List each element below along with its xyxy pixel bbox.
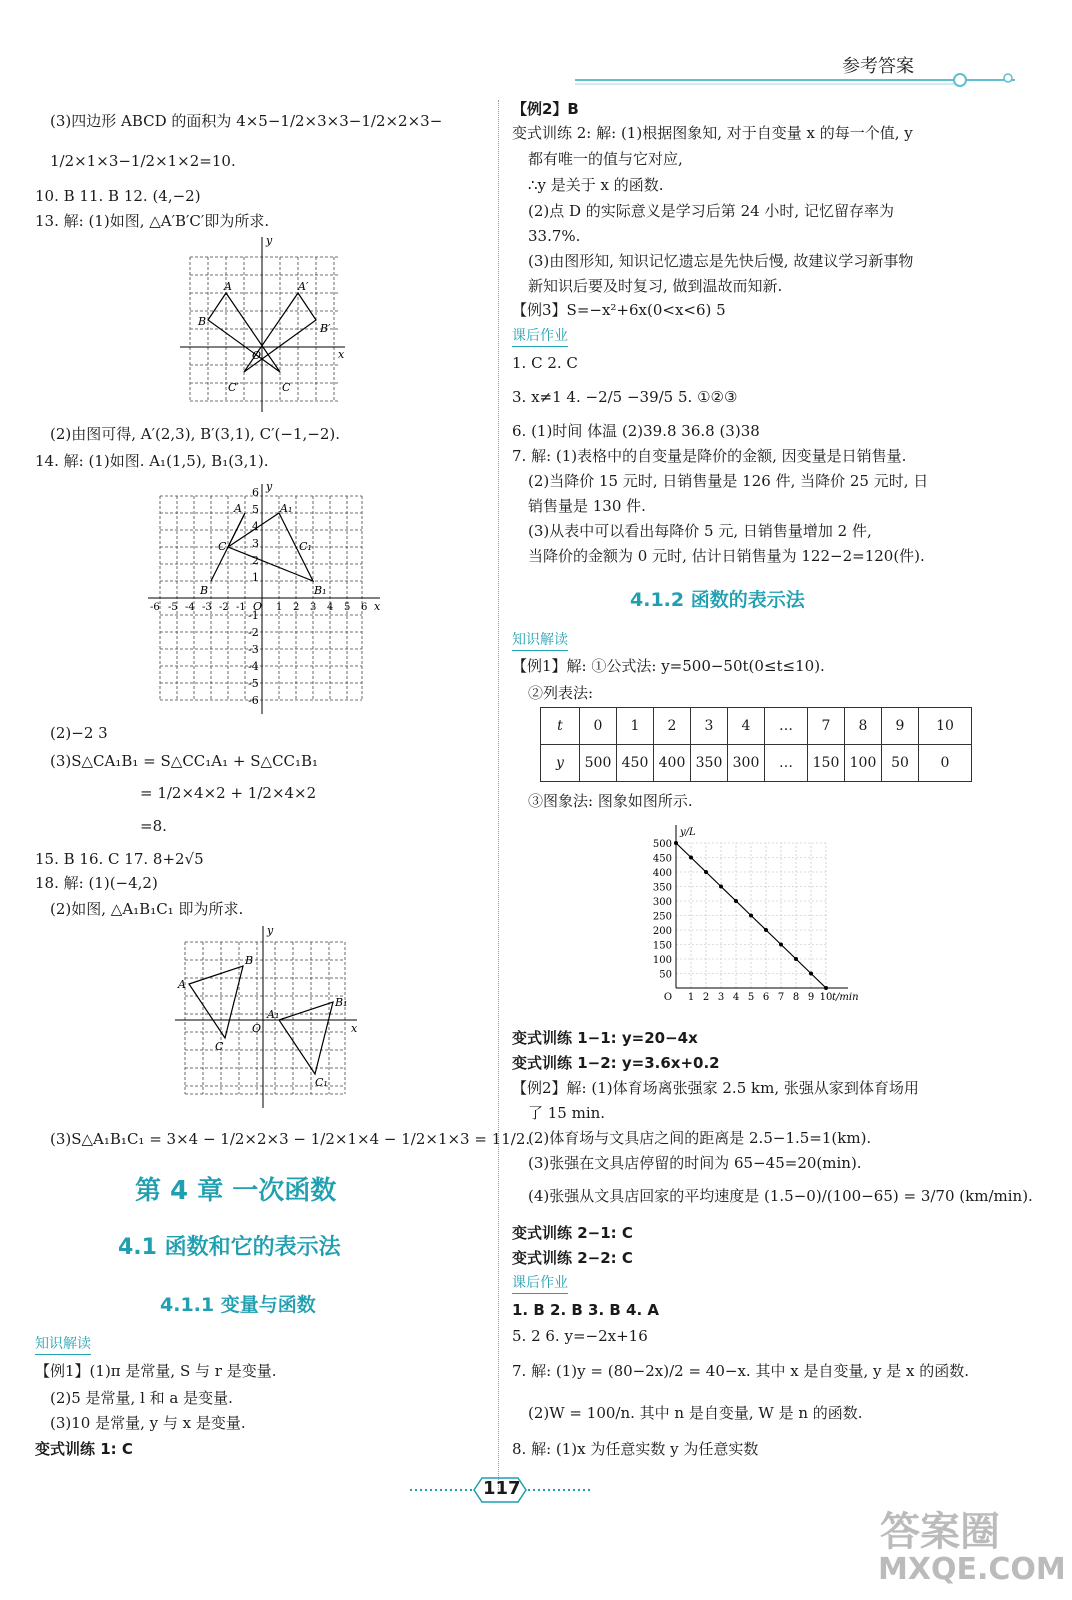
- table-cell: 9: [882, 708, 919, 745]
- left-line: 变式训练 1: C: [35, 1440, 133, 1458]
- column-divider: [498, 100, 499, 1490]
- left-line: 10. B 11. B 12. (4,−2): [35, 187, 201, 205]
- header-circle: [954, 74, 966, 86]
- left-line: =8.: [140, 817, 167, 835]
- fig14-xtick: 5: [344, 602, 351, 613]
- header-circle-small: [1004, 74, 1012, 82]
- table-cell: 450: [617, 745, 654, 782]
- fig14-xtick: 4: [327, 602, 334, 613]
- chapter-title: 第 4 章 一次函数: [135, 1176, 337, 1206]
- fig13-label-b: B: [198, 315, 207, 328]
- right-line: 【例2】解: (1)体育场离张强家 2.5 km, 张强从家到体育场用: [512, 1079, 919, 1097]
- fig14-ytick: 1: [252, 571, 259, 584]
- fig14-label-a: A: [234, 502, 242, 515]
- y-tick-label: 500: [652, 839, 672, 850]
- right-line: ∴y 是关于 x 的函数.: [528, 176, 664, 194]
- table-row: [541, 708, 972, 745]
- table-cell: 0: [919, 745, 972, 782]
- right-line: 当降价的金额为 0 元时, 估计日销售量为 122−2=120(件).: [528, 547, 925, 565]
- right-line: 1. C 2. C: [512, 354, 578, 372]
- fig13-label-c-prime: C′: [228, 381, 239, 394]
- left-line: (3)四边形 ABCD 的面积为 4×5−1/2×3×3−1/2×2×3−: [50, 112, 443, 130]
- fig13-label-b-prime: B′: [320, 322, 331, 335]
- fig14-label-c1: C₁: [299, 540, 312, 553]
- table-cell: 400: [654, 745, 691, 782]
- fig14-ytick: 5: [252, 503, 259, 516]
- left-line: 1/2×1×3−1/2×1×2=10.: [50, 152, 236, 170]
- table-cell: t: [541, 708, 580, 745]
- left-line: (3)10 是常量, y 与 x 是变量.: [50, 1414, 246, 1432]
- data-point: [689, 856, 693, 860]
- table-cell: 0: [580, 708, 617, 745]
- fig18-label-o: O: [252, 1022, 262, 1035]
- x-tick-label: 5: [747, 992, 755, 1003]
- triangle-abc: [189, 966, 243, 1038]
- x-tick-label: 9: [807, 992, 815, 1003]
- watermark-text: MXQE.COM: [878, 1552, 1066, 1587]
- right-line: (3)从表中可以看出每降价 5 元, 日销售量增加 2 件,: [528, 522, 872, 540]
- x-tick-label: 6: [762, 992, 770, 1003]
- fig14-label-b: B: [200, 584, 209, 597]
- right-line: (3)由图形知, 知识记忆遗忘是先快后慢, 故建议学习新事物: [528, 252, 914, 270]
- right-line: 7. 解: (1)表格中的自变量是降价的金额, 因变量是日销售量.: [512, 447, 907, 465]
- x-axis-label: t/min: [832, 992, 859, 1003]
- left-line: 13. 解: (1)如图, △A′B′C′即为所求.: [35, 212, 270, 230]
- section-title-4-1-1: 4.1.1 变量与函数: [160, 1294, 316, 1316]
- fig14-ytick: 4: [252, 520, 259, 533]
- x-tick-label: 7: [777, 992, 785, 1003]
- table-cell: 500: [580, 745, 617, 782]
- left-line: = 1/2×4×2 + 1/2×4×2: [140, 784, 317, 802]
- section-title-4-1-2: 4.1.2 函数的表示法: [630, 589, 805, 611]
- fig14-ytick: -3: [248, 643, 259, 656]
- fig14-label-x: x: [374, 600, 381, 613]
- table-cell: 10: [919, 708, 972, 745]
- fig14-xtick: -4: [185, 602, 195, 613]
- y-axis-label: y/L: [680, 827, 696, 838]
- fig14-label-y: y: [266, 480, 273, 493]
- fig13-label-o: O: [252, 349, 262, 362]
- y-tick-label: 300: [652, 897, 672, 908]
- right-line: (2)当降价 15 元时, 日销售量是 126 件, 当降价 25 元时, 日: [528, 472, 929, 490]
- right-line: (2)W = 100/n. 其中 n 是自变量, W 是 n 的函数.: [528, 1404, 863, 1422]
- fig18-label-c: C: [215, 1040, 224, 1053]
- data-point: [779, 943, 783, 947]
- table-cell: 1: [617, 708, 654, 745]
- tag-knowledge: 知识解读: [512, 630, 568, 651]
- right-line: (2)体育场与文具店之间的距离是 2.5−1.5=1(km).: [528, 1129, 872, 1147]
- data-point: [794, 957, 798, 961]
- section-title-4-1: 4.1 函数和它的表示法: [118, 1235, 341, 1260]
- left-line: 18. 解: (1)(−4,2): [35, 874, 158, 892]
- left-line: (2)如图, △A₁B₁C₁ 即为所求.: [50, 900, 244, 918]
- right-line: (2)点 D 的实际意义是学习后第 24 小时, 记忆留存率为: [528, 202, 894, 220]
- tag-homework: 课后作业: [512, 326, 568, 347]
- table-cell: …: [765, 745, 808, 782]
- left-line: (2)−2 3: [50, 724, 108, 742]
- right-line: (3)张强在文具店停留的时间为 65−45=20(min).: [528, 1154, 862, 1172]
- right-line: 都有唯一的值与它对应,: [528, 150, 683, 168]
- y-tick-label: 150: [652, 940, 672, 952]
- left-line: 14. 解: (1)如图. A₁(1,5), B₁(3,1).: [35, 452, 269, 470]
- right-line: 销售量是 130 件.: [528, 497, 646, 515]
- fig14-ytick: -4: [248, 660, 259, 673]
- figure-14-grid: [140, 478, 385, 718]
- right-line: 3. x≠1 4. −2/5 −39/5 5. ①②③: [512, 388, 738, 406]
- table-cell: 8: [845, 708, 882, 745]
- fig13-label-y: y: [266, 234, 273, 247]
- fig13-label-c: C: [282, 381, 291, 394]
- right-line: 变式训练 2: 解: (1)根据图象知, 对于自变量 x 的每一个值, y: [512, 124, 913, 142]
- right-line: 【例3】S=−x²+6x(0<x<6) 5: [512, 301, 726, 319]
- right-line: 变式训练 2−1: C: [512, 1224, 633, 1242]
- right-line: 1. B 2. B 3. B 4. A: [512, 1301, 660, 1319]
- right-line: 5. 2 6. y=−2x+16: [512, 1327, 648, 1345]
- right-line: 7. 解: (1)y = (80−2x)/2 = 40−x. 其中 x 是自变量, y 是 x 的函数.: [512, 1362, 969, 1380]
- fig13-label-x: x: [338, 348, 345, 361]
- fig14-xtick: 6: [361, 602, 368, 613]
- x-tick-label: 4: [732, 992, 740, 1003]
- table-cell: 2: [654, 708, 691, 745]
- left-line: (2)5 是常量, l 和 a 是变量.: [50, 1389, 233, 1407]
- table-row: [541, 745, 972, 782]
- table-cell: 300: [728, 745, 765, 782]
- fig14-ytick: 3: [252, 537, 259, 550]
- triangle-a1-b1-c1: [279, 1002, 333, 1074]
- value-table: [540, 707, 972, 782]
- data-point: [809, 972, 813, 976]
- right-line: ②列表法:: [528, 684, 594, 702]
- fig18-label-a1: A₁: [267, 1008, 280, 1021]
- right-line: 【例2】B: [512, 100, 579, 118]
- fig14-xtick: -3: [202, 602, 212, 613]
- fig13-label-a: A: [224, 280, 232, 293]
- right-line: 变式训练 2−2: C: [512, 1249, 633, 1267]
- table-cell: 4: [728, 708, 765, 745]
- grid-lines: [190, 257, 340, 401]
- data-point: [824, 986, 828, 990]
- origin-label: O: [663, 992, 673, 1003]
- x-tick-label: 10: [819, 992, 833, 1003]
- y-tick-label: 450: [652, 853, 672, 865]
- y-tick-label: 200: [652, 926, 672, 937]
- right-line: 33.7%.: [528, 227, 581, 245]
- page-number: 117: [483, 1478, 521, 1499]
- data-point: [704, 870, 708, 874]
- fig14-ytick: -1: [248, 609, 259, 622]
- fig18-label-x: x: [351, 1022, 358, 1035]
- right-line: 6. (1)时间 体温 (2)39.8 36.8 (3)38: [512, 422, 760, 440]
- fig14-ytick: -6: [248, 694, 259, 707]
- table-cell: 50: [882, 745, 919, 782]
- table-cell: 350: [691, 745, 728, 782]
- fig14-xtick: 3: [310, 602, 317, 613]
- y-tick-label: 400: [652, 868, 672, 879]
- x-tick-label: 3: [717, 992, 725, 1003]
- table-cell: 7: [808, 708, 845, 745]
- figure-18-grid: [175, 922, 365, 1112]
- fig14-xtick: -2: [219, 602, 229, 613]
- fig18-label-b1: B₁: [335, 996, 348, 1009]
- table-cell: 100: [845, 745, 882, 782]
- watermark-brand: 答案圈: [880, 1509, 1000, 1555]
- header-ornament: [575, 70, 1020, 90]
- fig14-ytick: 2: [252, 554, 259, 567]
- left-line: (3)S△CA₁B₁ = S△CC₁A₁ + S△CC₁B₁: [50, 752, 319, 770]
- y-tick-label: 100: [652, 955, 672, 966]
- data-point: [734, 899, 738, 903]
- y-tick-label: 350: [652, 882, 672, 894]
- fig14-label-c: C: [218, 540, 227, 553]
- data-point: [719, 885, 723, 889]
- line-chart: [640, 818, 870, 1008]
- right-line: 新知识后要及时复习, 做到温故而知新.: [528, 277, 783, 295]
- fig18-label-c1: C₁: [315, 1076, 328, 1089]
- table-cell: 150: [808, 745, 845, 782]
- fig14-ytick: 6: [252, 486, 259, 499]
- table-cell: y: [541, 745, 580, 782]
- fig14-xtick: -6: [150, 602, 160, 613]
- fig18-label-a: A: [178, 978, 186, 991]
- fig18-label-y: y: [267, 924, 274, 937]
- right-line: 【例1】解: ①公式法: y=500−50t(0≤t≤10).: [512, 657, 825, 675]
- tag-homework: 课后作业: [512, 1273, 568, 1294]
- left-line: 【例1】(1)π 是常量, S 与 r 是变量.: [35, 1362, 277, 1380]
- fig14-label-o: O: [253, 600, 263, 613]
- fig14-xtick: 2: [293, 602, 300, 613]
- x-tick-label: 8: [792, 992, 800, 1003]
- header-title: 参考答案: [842, 56, 914, 77]
- data-point: [749, 914, 753, 918]
- data-point: [764, 928, 768, 932]
- fig14-ytick: -2: [248, 626, 259, 639]
- data-point: [674, 841, 678, 845]
- left-line: (2)由图可得, A′(2,3), B′(3,1), C′(−1,−2).: [50, 425, 340, 443]
- fig13-label-a-prime: A′: [298, 280, 309, 293]
- y-tick-label: 250: [652, 911, 672, 923]
- x-tick-label: 1: [687, 992, 695, 1003]
- table-cell: 3: [691, 708, 728, 745]
- fig18-label-b: B: [245, 954, 254, 967]
- left-line: (3)S△A₁B₁C₁ = 3×4 − 1/2×2×3 − 1/2×1×4 − 1/2×1×3 = 11/2.: [50, 1130, 531, 1148]
- fig14-xtick: -5: [168, 602, 178, 613]
- fig14-label-a1: A₁: [280, 502, 293, 515]
- left-line: 15. B 16. C 17. 8+2√5: [35, 850, 204, 868]
- table-cell: …: [765, 708, 808, 745]
- fig14-xtick: -1: [236, 602, 246, 613]
- right-line: 变式训练 1−1: y=20−4x: [512, 1029, 698, 1047]
- right-line: 8. 解: (1)x 为任意实数 y 为任意实数: [512, 1440, 759, 1458]
- fig14-ytick: -5: [248, 677, 259, 690]
- right-line: (4)张强从文具店回家的平均速度是 (1.5−0)/(100−65) = 3/70 (km/min).: [528, 1187, 1033, 1205]
- grid-lines: [185, 942, 345, 1094]
- tag-knowledge: 知识解读: [35, 1334, 91, 1355]
- fig14-xtick: 1: [276, 602, 283, 613]
- figure-13-grid: [180, 232, 355, 412]
- right-line: 了 15 min.: [528, 1104, 606, 1122]
- fig14-label-b1: B₁: [314, 584, 327, 597]
- x-tick-label: 2: [702, 992, 710, 1003]
- right-line: 变式训练 1−2: y=3.6x+0.2: [512, 1054, 720, 1072]
- right-line: ③图象法: 图象如图所示.: [528, 792, 693, 810]
- y-tick-label: 50: [659, 969, 672, 981]
